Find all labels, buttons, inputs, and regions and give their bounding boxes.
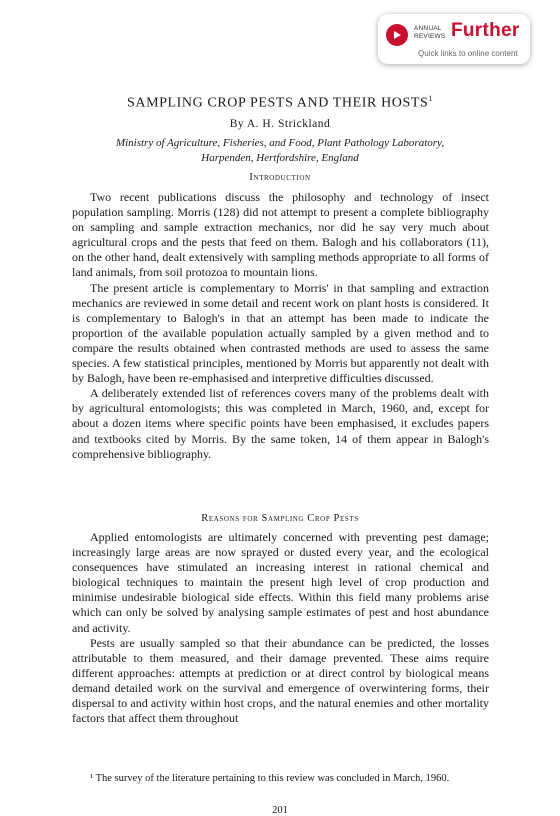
further-badge[interactable] bbox=[378, 14, 530, 64]
footnote-text: ¹ The survey of the literature pertaining to this review was concluded in March, 1960. bbox=[90, 773, 450, 784]
badge-reviews-text: REVIEWS bbox=[414, 32, 446, 40]
affiliation-line-1: Ministry of Agriculture, Fisheries, and Food, Plant Pathology Laboratory, bbox=[115, 137, 445, 149]
introduction-body bbox=[72, 190, 489, 462]
reasons-paragraph-2: Pests are usually sampled so that their abundance can be predicted, the losses attributable to them measured, and their damage prevented. These aims require different approaches: attempts at prediction or at direct control by biological means demand detailed work on the survival and emergence of overwintering forms, their dispersal to and activity within host crops, and the natural enemies and other mortality factors that affect them throughout bbox=[72, 635, 489, 726]
affiliation bbox=[0, 136, 560, 166]
page-number: 201 bbox=[272, 805, 288, 816]
section-heading-introduction: Introduction bbox=[249, 172, 311, 183]
intro-paragraph-1: Two recent publications discuss the philosophy and technology of insect population sampling. Morris (128) did not attempt to present a complete bibliography on sampling and sample extraction mechanics, nor did he say very much about agricultural crops and the pests that feed on them. Balogh and his collaborators (11), on the other hand, dealt extensively with sampling methods appropriate to all forms of land animals, from soil protozoa to mountain lions. bbox=[72, 190, 489, 280]
intro-paragraph-2: The present article is complementary to Morris' in that sampling and extraction mechanics are reviewed in some detail and recent work on plant hosts is considered. It is complementary to Balogh's in that an attempt has been made to indicate the proportion of the available population actually sampled by a given method and to compare the results obtained when contrasted methods are used to assess the same species. A few statistical principles, mentioned by Morris but apparently not dealt with by Balogh, have been re-emphasised and interpretive difficulties discussed. bbox=[72, 280, 489, 386]
badge-annual-text: ANNUAL bbox=[414, 25, 442, 32]
badge-further-text: Further bbox=[451, 20, 520, 41]
reasons-paragraph-1: Applied entomologists are ultimately concerned with preventing pest damage; increasingly large areas are now sprayed or dusted every year, and the ecological consequences have stimulated an increasing interest in rational chemical and biological techniques to maintain the present high level of crop production and minimise undesirable biological side effects. Within this field many problems arise which can only be solved by analysing sample estimates of pest and host abundance and activity. bbox=[72, 530, 489, 635]
author-line: By A. H. Strickland bbox=[229, 118, 331, 130]
title-text: SAMPLING CROP PESTS AND THEIR HOSTS bbox=[126, 95, 429, 111]
intro-paragraph-3: A deliberately extended list of references covers many of the problems dealt with by agricultural entomologists; this was completed in March, 1960, and, except for about a dozen items where specific points have been emphasised, it excludes papers and textbooks cited by Morris. By the same token, 14 of them appear in Balogh's comprehensive bibliography. bbox=[72, 386, 489, 461]
footnote bbox=[72, 772, 489, 786]
badge-publisher-name bbox=[414, 25, 445, 40]
affiliation-line-2: Harpenden, Hertfordshire, England bbox=[201, 152, 359, 164]
title-footnote-marker: 1 bbox=[428, 94, 434, 103]
reasons-body bbox=[72, 530, 489, 726]
annual-reviews-logo-icon bbox=[386, 24, 408, 46]
badge-subtitle: Quick links to online content bbox=[418, 49, 518, 58]
section-heading-reasons: Reasons for Sampling Crop Pests bbox=[201, 513, 359, 524]
article-title bbox=[0, 94, 560, 112]
